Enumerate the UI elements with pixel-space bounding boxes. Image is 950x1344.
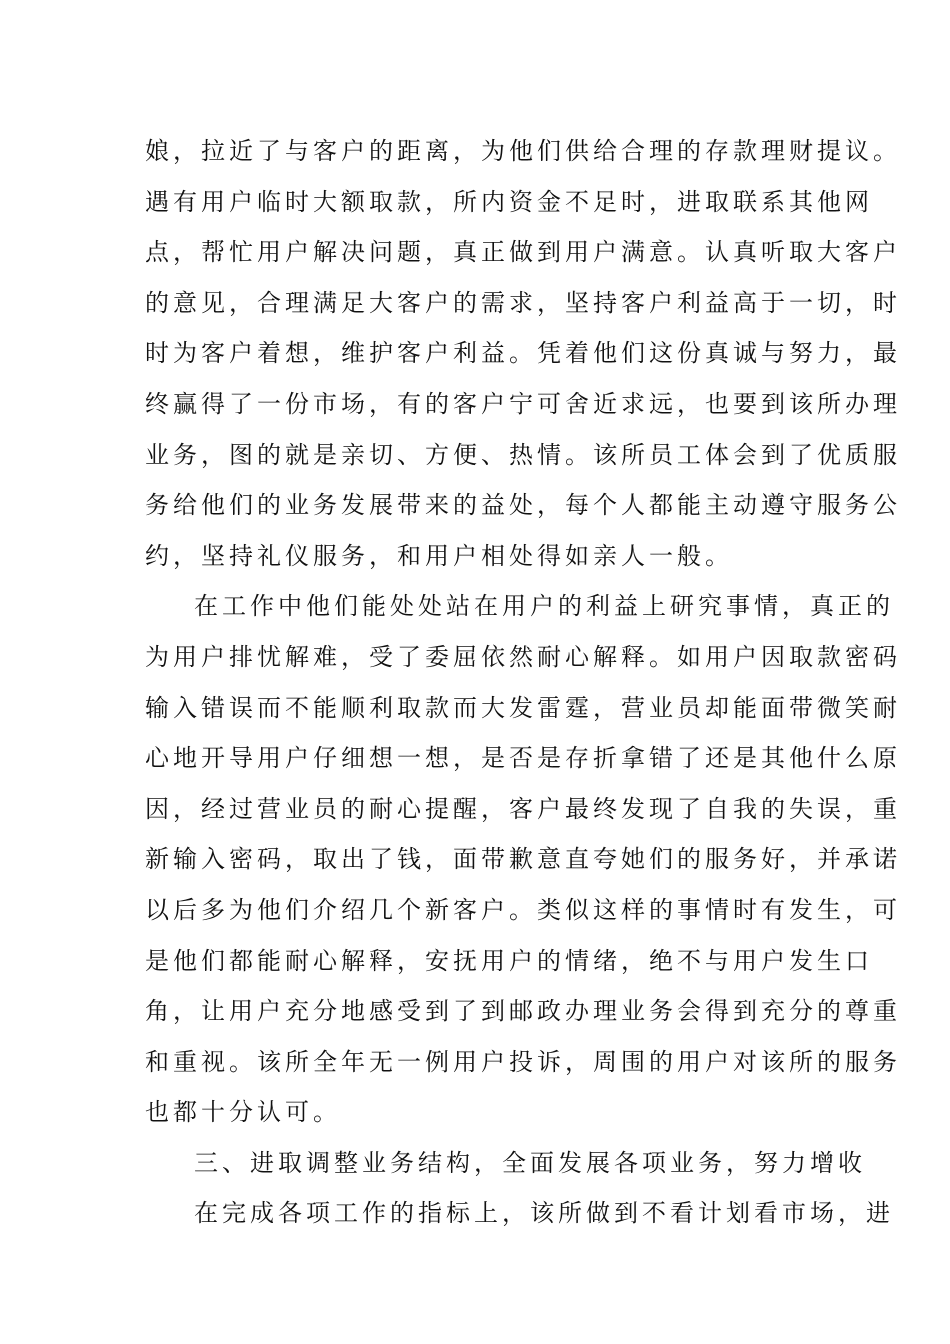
text-line: 输入错误而不能顺利取款而大发雷霆，营业员却能面带微笑耐 (145, 693, 901, 722)
text-line: 是他们都能耐心解释，安抚用户的情绪，绝不与用户发生口 (145, 946, 873, 975)
text-line: 以后多为他们介绍几个新客户。类似这样的事情时有发生，可 (145, 895, 901, 924)
text-line: 因，经过营业员的耐心提醒，客户最终发现了自我的失误，重 (145, 794, 901, 823)
text-line: 约，坚持礼仪服务，和用户相处得如亲人一般。 (145, 541, 733, 570)
text-line: 新输入密码，取出了钱，面带歉意直夸她们的服务好，并承诺 (145, 845, 901, 874)
paragraph-start-line: 在完成各项工作的指标上，该所做到不看计划看市场，进 (194, 1199, 894, 1228)
text-line: 角，让用户充分地感受到了到邮政办理业务会得到充分的尊重 (145, 997, 901, 1026)
paragraph-start-line: 在工作中他们能处处站在用户的利益上研究事情，真正的 (194, 592, 894, 621)
text-line: 终赢得了一份市场，有的客户宁可舍近求远，也要到该所办理 (145, 389, 901, 418)
text-line: 为用户排忧解难，受了委屈依然耐心解释。如用户因取款密码 (145, 642, 901, 671)
text-line: 点，帮忙用户解决问题，真正做到用户满意。认真听取大客户 (145, 238, 901, 267)
section-heading: 三、进取调整业务结构，全面发展各项业务，努力增收 (194, 1148, 866, 1177)
text-line: 遇有用户临时大额取款，所内资金不足时，进取联系其他网 (145, 187, 873, 216)
text-line: 的意见，合理满足大客户的需求，坚持客户利益高于一切，时 (145, 288, 901, 317)
text-line: 和重视。该所全年无一例用户投诉，周围的用户对该所的服务 (145, 1047, 901, 1076)
text-line: 时为客户着想，维护客户利益。凭着他们这份真诚与努力，最 (145, 339, 901, 368)
text-line: 业务，图的就是亲切、方便、热情。该所员工体会到了优质服 (145, 440, 901, 469)
text-line: 也都十分认可。 (145, 1098, 341, 1127)
document-body (145, 126, 901, 1239)
text-line: 心地开导用户仔细想一想，是否是存折拿错了还是其他什么原 (145, 744, 901, 773)
text-line: 务给他们的业务发展带来的益处，每个人都能主动遵守服务公 (145, 491, 901, 520)
text-line: 娘，拉近了与客户的距离，为他们供给合理的存款理财提议。 (145, 137, 901, 165)
